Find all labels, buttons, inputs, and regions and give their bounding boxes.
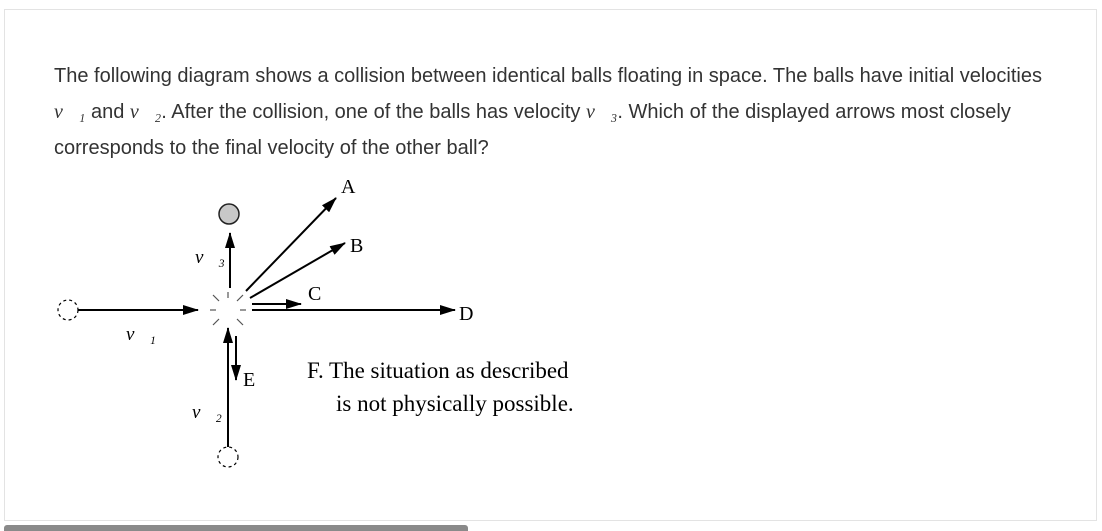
label-v1: v⃗₁ <box>126 324 156 345</box>
label-e: E <box>243 369 256 391</box>
question-text-part1: The following diagram shows a collision between identical balls floating in space. The balls have initial velocities <box>54 65 1042 87</box>
label-c: C <box>308 283 322 305</box>
label-a: A <box>341 176 356 198</box>
option-f-line1: F. The situation as described <box>307 358 569 383</box>
v1-symbol: v⃗₁ <box>54 101 86 123</box>
v3-symbol: v⃗₃ <box>585 101 618 123</box>
arrow-b <box>250 243 345 298</box>
label-v2: v⃗₂ <box>192 402 222 423</box>
initial-ball-1 <box>58 300 78 320</box>
label-d: D <box>459 303 474 325</box>
arrow-a <box>246 198 336 291</box>
horizontal-scrollbar[interactable] <box>4 525 468 531</box>
initial-ball-2 <box>218 447 238 467</box>
collision-burst <box>210 292 246 325</box>
question-text-part3: . Which of the displayed arrows most closely corresponds to the final velocity of the other ball? <box>54 101 1011 159</box>
label-b: B <box>350 235 364 257</box>
final-ball <box>219 204 239 224</box>
question-text-and: and <box>85 101 130 123</box>
label-v3: v⃗₃ <box>195 247 225 268</box>
v2-symbol: v⃗₂ <box>129 101 162 123</box>
option-f-line2: is not physically possible. <box>336 391 574 416</box>
question-text-part2: . After the collision, one of the balls has velocity <box>161 101 586 123</box>
